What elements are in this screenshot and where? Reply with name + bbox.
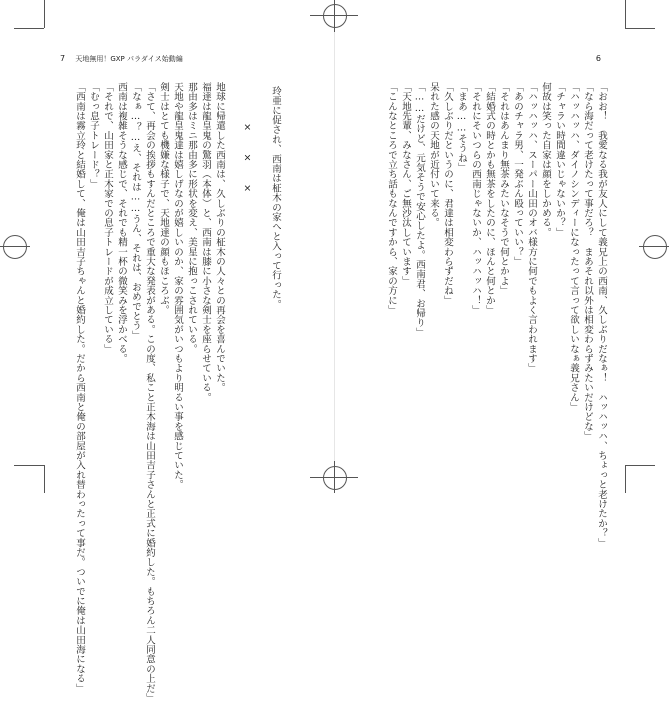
- text-line: 剣士はとても機嫌な様子で、天地達の顔もほころぶ。: [158, 82, 169, 315]
- text-line: 「……だけど、元気そうで安心したよ。西南君、お帰り」: [414, 82, 425, 338]
- left-page: [0, 0, 334, 703]
- text-line: 「あのチャラ男、一発ぶん殴っていい？」: [512, 82, 523, 267]
- text-line: 「それはあんまり無茶みたいなそうで何とかよ」: [498, 82, 509, 296]
- crop-mark-top-right-v: [625, 0, 626, 28]
- registration-mark-right: [643, 235, 667, 259]
- text-line: 「こんなところで立ち話もなんですから、家の方に」: [386, 82, 397, 315]
- text-line: 呆れた感の天地が近付いて来る。: [428, 82, 439, 228]
- crop-mark-bottom-right-v: [625, 465, 626, 493]
- registration-mark-top: [323, 4, 347, 28]
- text-line: 那由多はミニ那由多に形状を変え、美星に抱っこされている。: [186, 82, 197, 354]
- text-line: 「さて、再会の挨拶もすんだところで重大な発表がある。この度、私こと正木海は山田吉子さんと正式に婚約した。もちろん二人同意の上だ」: [144, 82, 155, 703]
- text-line: 「結婚式の時とかも無茶をしたのに、ほんと何とか」: [484, 82, 495, 315]
- registration-mark-top-v: [334, 0, 335, 32]
- registration-mark-left-h: [0, 246, 30, 247]
- crop-mark-bottom-right-h: [625, 465, 655, 466]
- crop-mark-bottom-left-h: [14, 465, 44, 466]
- text-line: 「まあ……そうね」: [456, 82, 467, 173]
- crop-mark-top-right-h: [625, 28, 655, 29]
- text-line: 福達は龍皇鬼の驚羽（本体）と、西南は膝に小さな剣士を座らせている。: [200, 82, 211, 403]
- text-line: 「西南は霧立玲と結婚して、俺は山田吉子ちゃんと婚約した。だから西南と俺の部屋が入れ替わったって事だ。ついでに俺は山田海になる」: [74, 82, 85, 694]
- crop-mark-top-left-v: [44, 0, 45, 28]
- crop-mark-bottom-left-v: [44, 465, 45, 493]
- text-line: 「チャラい時間違いじゃないか？」: [554, 82, 565, 238]
- text-line: 「久しぶりだというのに、君達は相変わらずだね」: [442, 82, 453, 306]
- running-title: 天地無用！GXP パラダイス始動編: [75, 55, 183, 63]
- text-line: 天地や龍皇鬼達は嬉しげなのが嬉しいのか、家の雰囲気がいつもより明るい事を感じていた。: [172, 82, 183, 490]
- text-line: 地球に帰還した西南は、久しぶりの柾木の人々との再会を喜んでいた。: [214, 82, 225, 393]
- text-line: 「なら海だって老けたって事だろ？ まあそれ以外は相変わらずみたいだけどな」: [582, 82, 593, 441]
- right-page: [335, 0, 669, 548]
- text-line: 「おお！ 我愛なる我が友人にして義兄上の西南、久しぶりだなぁ！ ハッハッハ、ちょっと老けたか？」: [596, 82, 607, 548]
- registration-mark-bottom-v: [334, 461, 335, 493]
- text-line: 「むっ息子トレード？」: [88, 82, 99, 189]
- crop-mark-top-left-h: [14, 28, 44, 29]
- right-page-number: 6: [595, 54, 601, 63]
- registration-mark-right-h: [639, 246, 669, 247]
- left-page-number: 7: [60, 54, 66, 63]
- registration-mark-bottom: [323, 466, 347, 490]
- text-line: 「それで、山田家と正木家での息子トレードが成立している」: [102, 82, 113, 354]
- text-line: 「ハッハッハ、スーパー山田のオバ様方に何でもよく言われます」: [526, 82, 537, 373]
- text-line: 何故は笑った自家は顔をしかめる。: [540, 82, 551, 238]
- text-line: 西南は複雑そうな感じで、それでも精一杯の微笑みを浮かべる。: [116, 82, 127, 364]
- right-page-header: [596, 54, 609, 63]
- text-line: 「それにそいつらの西南じゃないか、ハッハッハ！」: [470, 82, 481, 315]
- text-line: 「天地先輩、みなさん、ご無沙汰しています」: [400, 82, 411, 286]
- registration-mark-left: [3, 235, 27, 259]
- left-page-header: [60, 54, 183, 64]
- left-page-body: [67, 82, 282, 703]
- text-line: 「ハッハッハ、ダイノシンディーになったって言って欲しいなぁ義兄さん」: [568, 82, 579, 412]
- text-line: 「なぁ…？…え、それは……うん、それは、おめでとう」: [130, 82, 141, 341]
- right-page-body: [358, 82, 608, 548]
- scene-break: × × ×: [242, 122, 253, 195]
- text-line: 玲亜に促され、西南は柾木の家へと入って行った。: [270, 86, 281, 310]
